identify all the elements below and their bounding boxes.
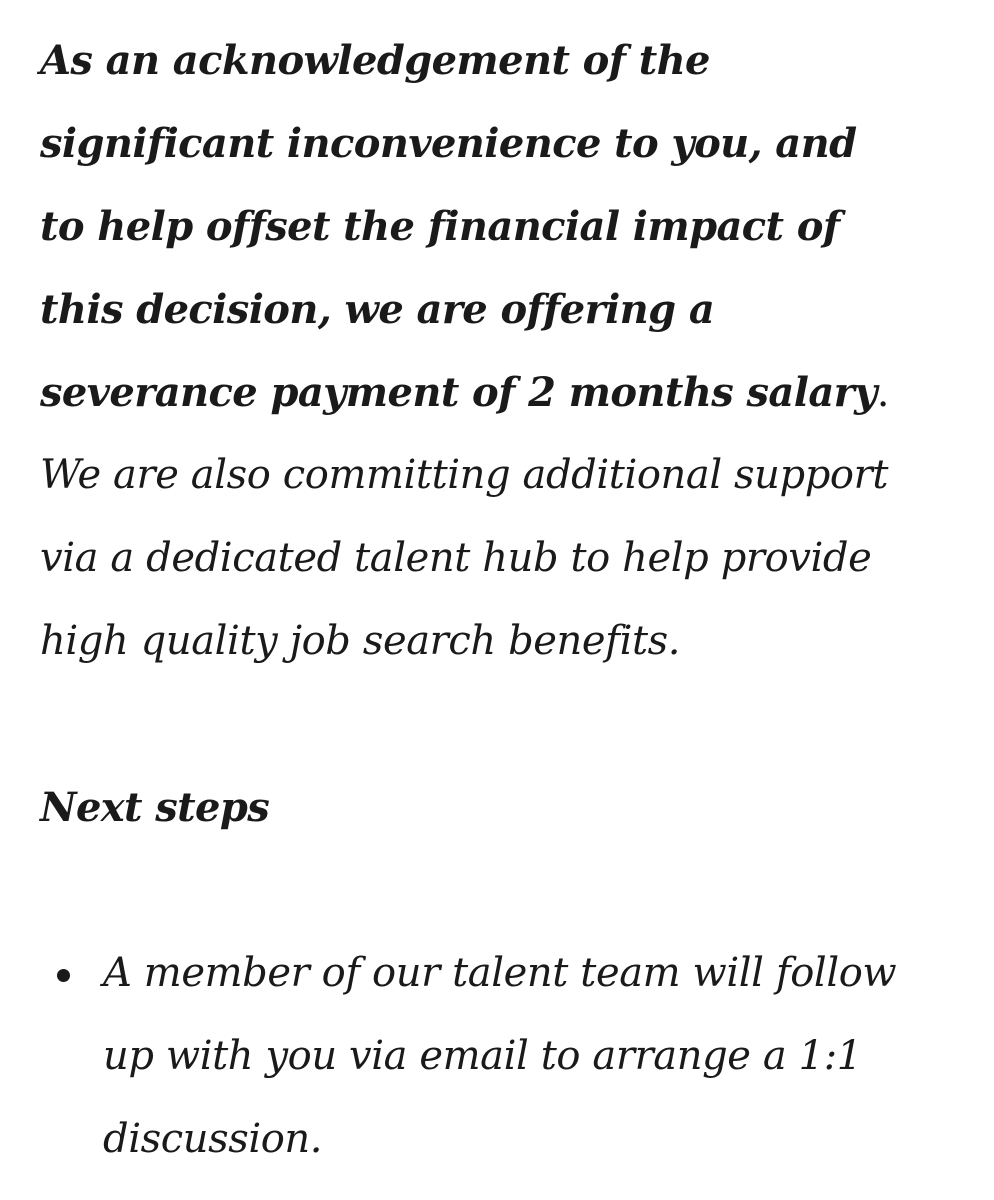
paragraph-regular-line-2: via a dedicated talent hub to help provide (40, 535, 872, 581)
paragraph-bold-line-1: As an acknowledgement of the (40, 37, 710, 84)
document-body (40, 0, 980, 1181)
next-steps-list (40, 932, 980, 1181)
section-heading: Next steps (40, 784, 270, 831)
list-item-line-1: A member of our talent team will follow (103, 950, 897, 996)
list-item-text (103, 932, 980, 1181)
paragraph-regular-line-1: We are also committing additional support (40, 452, 889, 498)
bullet-icon (57, 969, 70, 982)
paragraph-bold-line-4: this decision, we are offering a (40, 286, 715, 333)
paragraph-regular-line-3: high quality job search benefits. (40, 618, 681, 664)
severance-paragraph (40, 19, 980, 683)
sentence-period: . (876, 370, 889, 416)
list-item-line-2: up with you via email to arrange a 1:1 (103, 1033, 862, 1079)
severance-amount-text: severance payment of 2 months salary (40, 369, 877, 416)
list-item-line-3: discussion. (103, 1116, 323, 1162)
paragraph-bold-line-3: to help offset the financial impact of (40, 203, 840, 250)
paragraph-bold-line-2: significant inconvenience to you, and (40, 120, 857, 167)
paragraph-bold-line-5 (40, 351, 980, 434)
list-item (40, 932, 980, 1181)
